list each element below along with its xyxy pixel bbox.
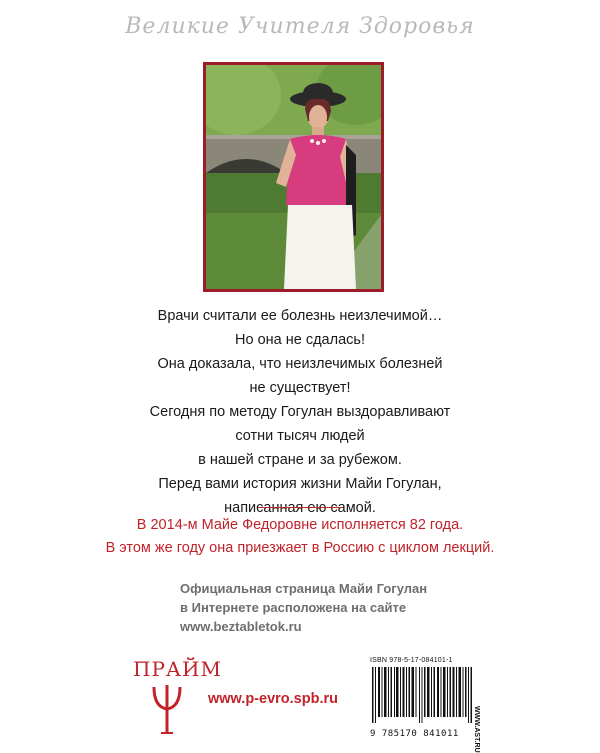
- main-line: Она доказала, что неизлечимых болезней: [157, 356, 443, 372]
- psi-symbol-icon: [151, 683, 183, 739]
- publisher-logo: [133, 657, 222, 741]
- website-note-line: в Интернете расположена на сайте: [180, 600, 407, 615]
- main-line: написанная ею самой.: [224, 500, 376, 516]
- barcode-icon: [370, 667, 474, 723]
- highlight-note: [0, 514, 600, 560]
- publisher-logo-text: ПРАЙМ: [133, 657, 222, 681]
- main-line: сотни тысяч людей: [235, 428, 365, 444]
- highlight-line: В 2014-м Майе Федоровне исполняется 82 года.: [136, 517, 464, 533]
- highlight-line: В этом же году она приезжает в Россию с циклом лекций.: [105, 540, 495, 556]
- website-note-line: Официальная страница Майи Гогулан: [180, 581, 428, 596]
- isbn-block: [370, 657, 474, 739]
- side-url[interactable]: WWW.AST.RU: [473, 706, 480, 753]
- isbn-label: ISBN 978-5-17-084101-1: [370, 657, 453, 664]
- main-line: Врачи считали ее болезнь неизлечимой…: [157, 308, 443, 324]
- author-photo: [203, 62, 384, 292]
- author-photo-image: [206, 65, 381, 289]
- main-line: Перед вами история жизни Майи Гогулан,: [158, 476, 442, 492]
- publisher-website[interactable]: www.p-evro.spb.ru: [208, 691, 338, 707]
- main-description: [0, 304, 600, 520]
- website-note-link[interactable]: www.beztabletok.ru: [180, 619, 302, 634]
- main-line: Сегодня по методу Гогулан выздоравливают: [149, 404, 451, 420]
- main-line: не существует!: [249, 380, 351, 396]
- series-title: Великие Учителя Здоровья: [125, 14, 475, 39]
- website-note: [180, 579, 427, 636]
- main-line: Но она не сдалась!: [235, 332, 365, 348]
- divider-line: [258, 507, 342, 508]
- barcode-digits: 9 785170 841011: [370, 729, 459, 739]
- main-line: в нашей стране и за рубежом.: [198, 452, 402, 468]
